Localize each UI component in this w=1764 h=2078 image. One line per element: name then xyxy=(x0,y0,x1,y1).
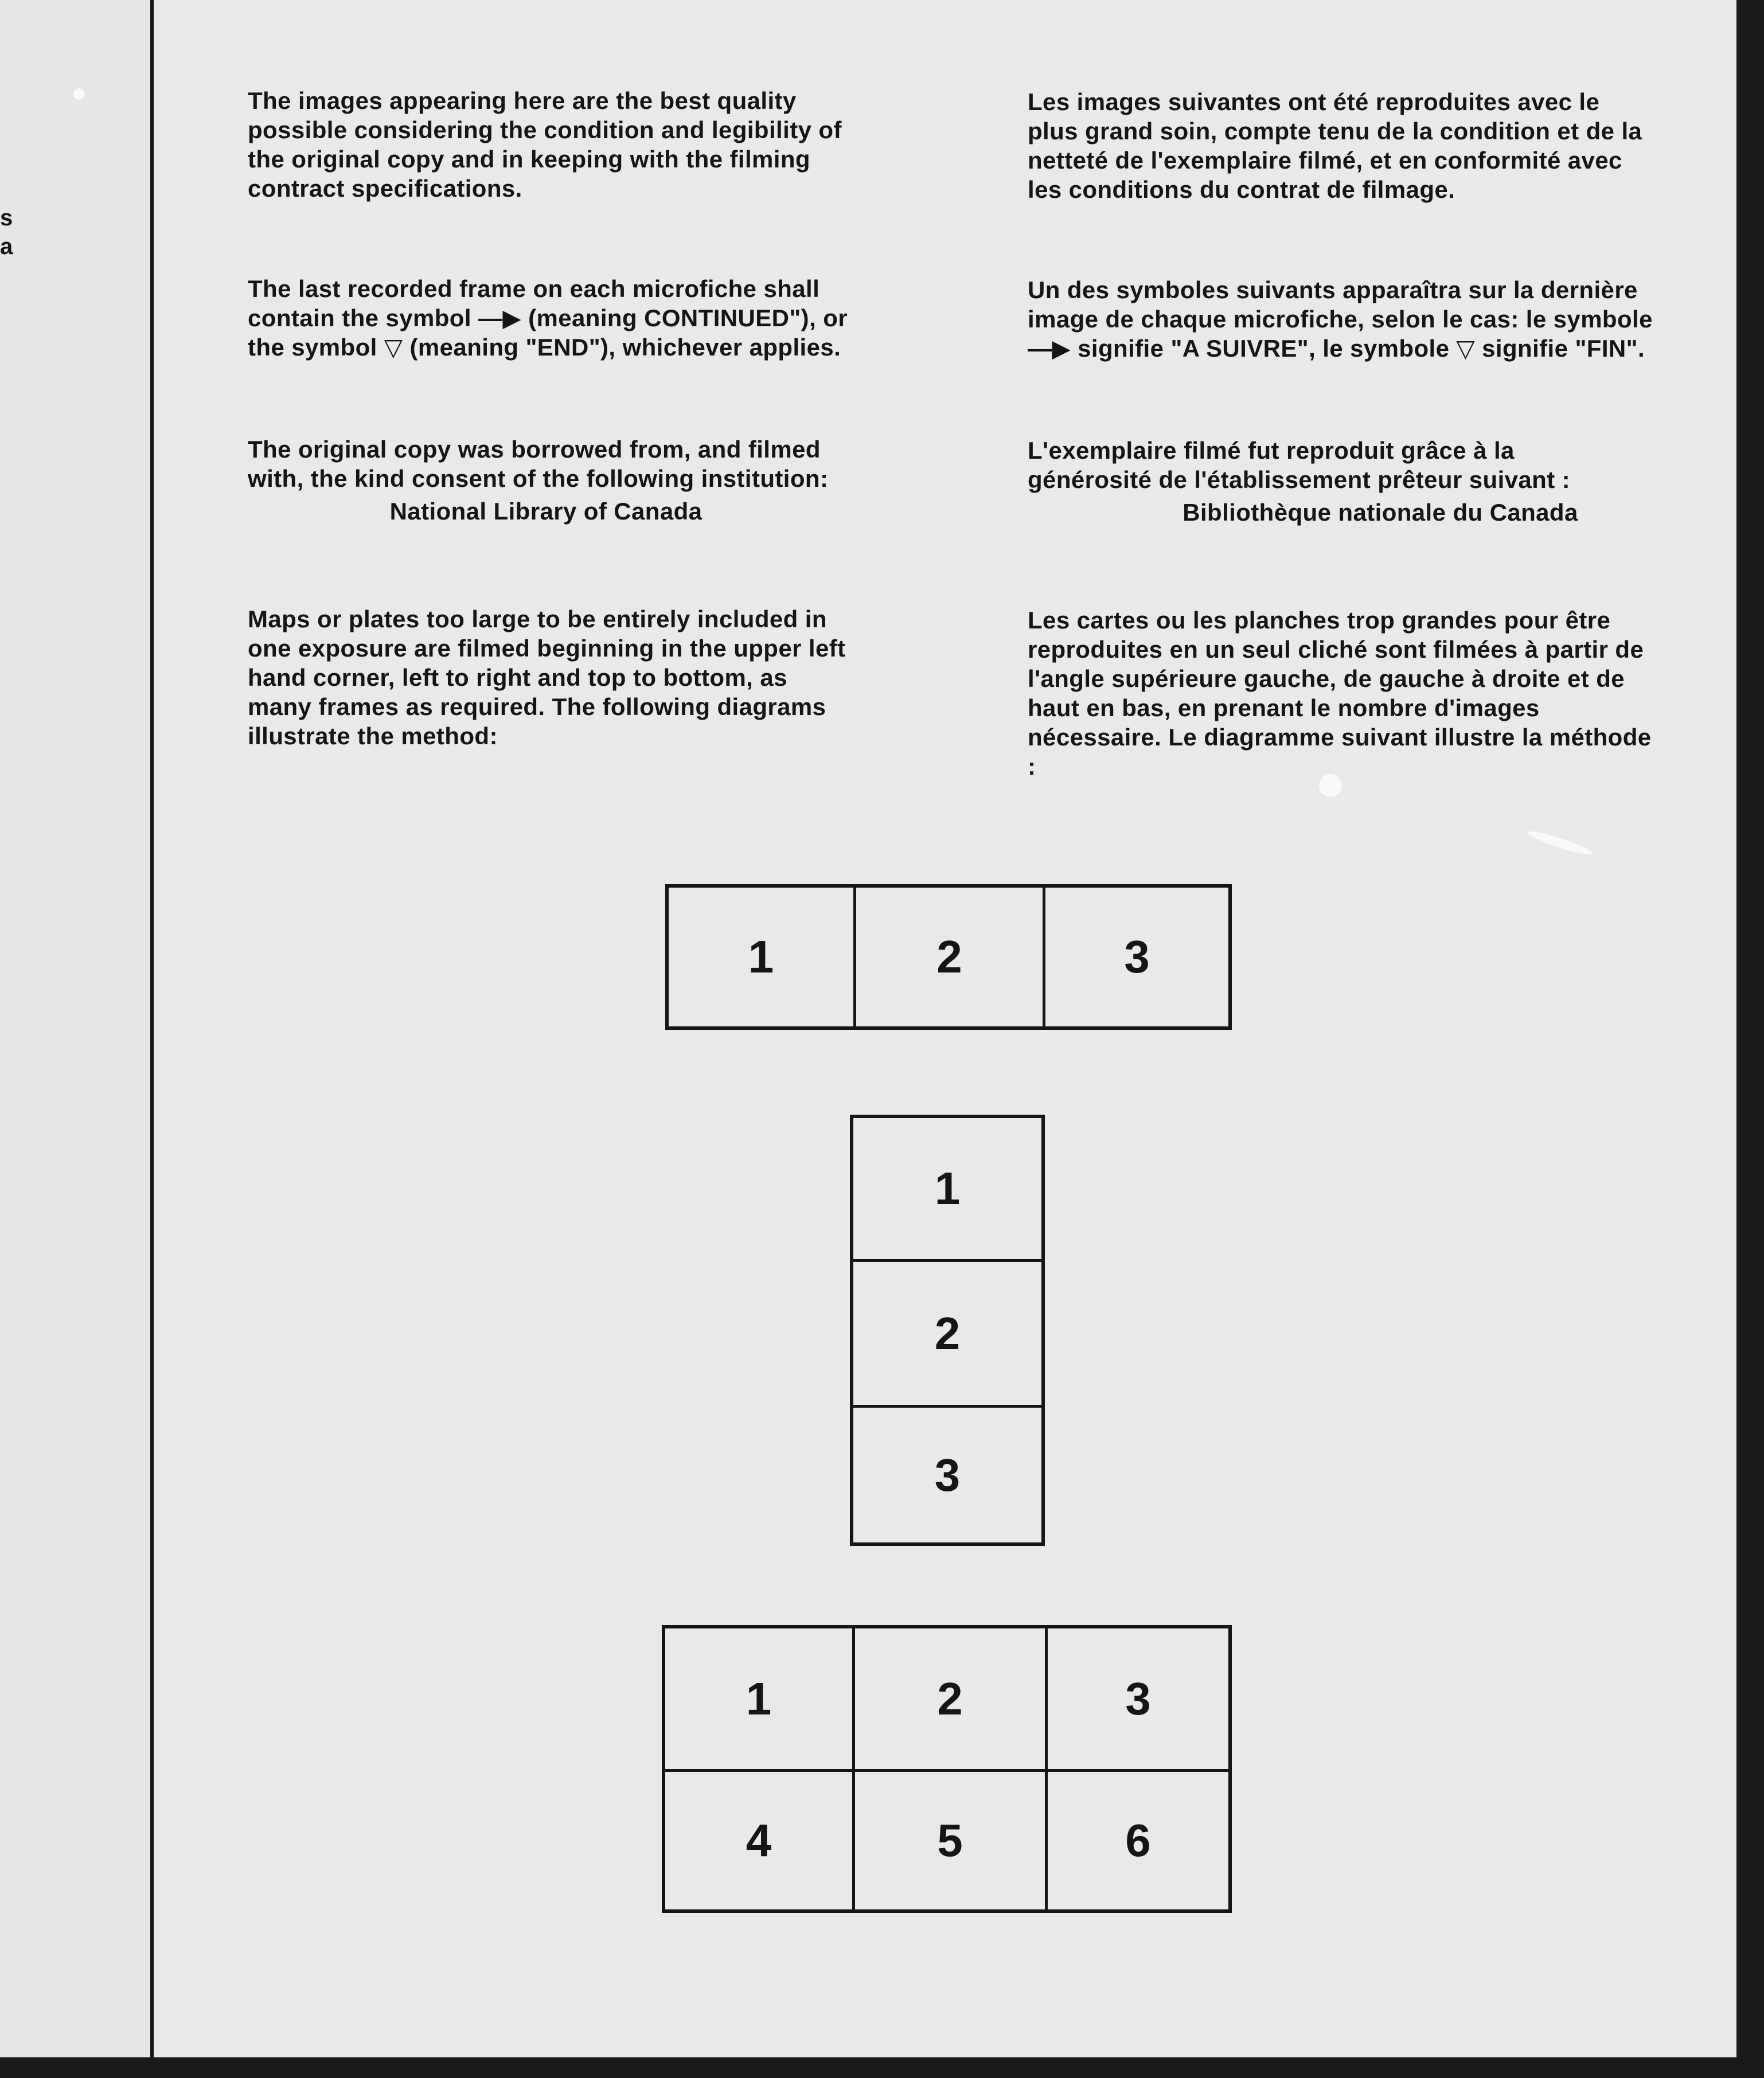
strip-letter: s xyxy=(0,205,13,231)
frame-cell: 2 xyxy=(853,1259,1041,1405)
french-column xyxy=(1028,606,1670,781)
english-diagram-notice: Maps or plates too large to be entirely included in one exposure are filmed beginning in the upper left hand corner, left to right and top to bottom, as many frames as required. The following diagrams illustrate the method: xyxy=(248,606,846,749)
frame-cell: 3 xyxy=(1043,888,1228,1026)
french-column xyxy=(1028,275,1670,363)
french-column xyxy=(1028,436,1670,527)
frame-cell: 4 xyxy=(665,1769,852,1909)
english-quality-notice: The images appearing here are the best quality possible considering the condition and legibility of the original copy and in keeping with the filming contract specifications. xyxy=(248,87,842,202)
frame-cell: 1 xyxy=(746,1673,772,1724)
english-institution-name: National Library of Canada xyxy=(389,498,703,525)
french-symbol-notice: Un des symboles suivants apparaîtra sur la dernière image de chaque microfiche, selon le cas: le symbole —▶ signifie "A SUIVRE", le symbole ▽ signifie "FIN". xyxy=(1028,276,1653,362)
english-column xyxy=(248,86,890,203)
english-column xyxy=(248,604,890,751)
film-scratch xyxy=(1525,828,1594,858)
frame-cell: 3 xyxy=(1045,1628,1228,1769)
frame-cell: 3 xyxy=(853,1405,1041,1542)
frame-cell: 6 xyxy=(1045,1769,1228,1909)
vertical-frames-diagram xyxy=(850,1115,1045,1546)
horizontal-frames-diagram xyxy=(665,884,1232,1030)
english-symbol-notice: The last recorded frame on each microfiche shall contain the symbol —▶ (meaning CONTINUED"), or the symbol ▽ (meaning "END"), whichever applies. xyxy=(248,275,848,361)
film-speck xyxy=(73,88,85,100)
english-column xyxy=(248,435,890,526)
french-diagram-notice: Les cartes ou les planches trop grandes pour être reproduites en un seul cliché sont filmées à partir de l'angle supérieure gauche, de gauche à droite et de haut en bas, en prenant le nombre d'images nécessaire. Le diagramme suivant illustre la méthode : xyxy=(1028,607,1652,780)
previous-page-strip xyxy=(0,0,154,2057)
frame-cell: 2 xyxy=(853,888,1043,1026)
strip-letter: a xyxy=(0,234,13,259)
frame-cell: 1 xyxy=(748,931,774,982)
grid-frames-diagram xyxy=(662,1625,1232,1913)
english-lender-notice: The original copy was borrowed from, and filmed with, the kind consent of the following institution: xyxy=(248,436,829,492)
frame-cell: 1 xyxy=(934,1163,961,1214)
french-column xyxy=(1028,87,1670,204)
french-institution-name: Bibliothèque nationale du Canada xyxy=(1182,499,1578,526)
frame-cell: 2 xyxy=(852,1628,1045,1769)
film-speck xyxy=(1319,774,1342,797)
french-lender-notice: L'exemplaire filmé fut reproduit grâce à la générosité de l'établissement prêteur suivant : xyxy=(1028,437,1571,493)
french-quality-notice: Les images suivantes ont été reproduites avec le plus grand soin, compte tenu de la condition et de la netteté de l'exemplaire filmé, et en conformité avec les conditions du contrat de filmage. xyxy=(1028,88,1642,203)
english-column xyxy=(248,274,890,362)
frame-cell: 5 xyxy=(852,1769,1045,1909)
